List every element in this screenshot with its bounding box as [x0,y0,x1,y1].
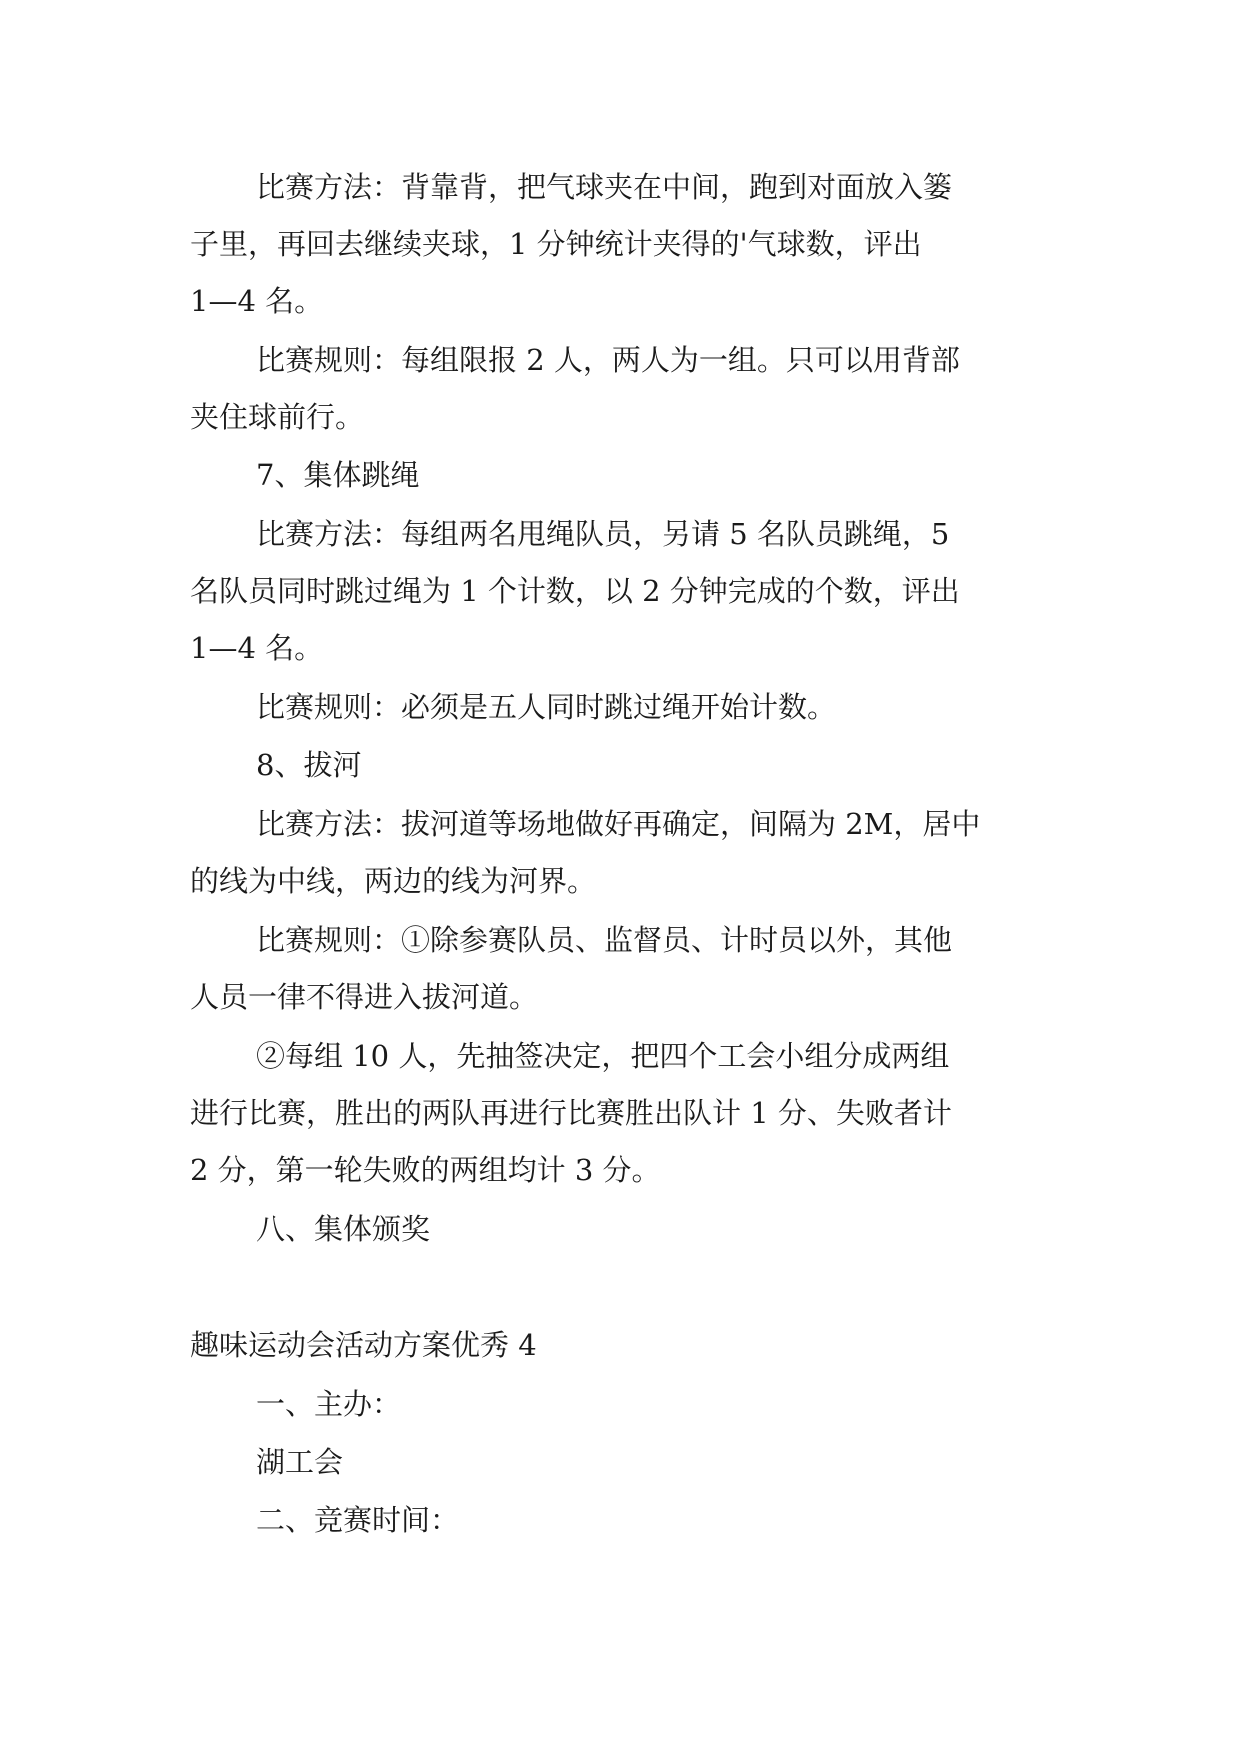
text-span: 二、竞赛时间： [256,1503,460,1537]
paragraph-line [190,861,596,901]
text-span: 8、拔河 [256,748,362,782]
text-span: 比赛方法：拔河道等场地做好再确定，间隔为 2M，居中 [256,807,981,841]
text-span: 2 分，第一轮失败的两组均计 3 分。 [190,1153,661,1187]
text-span: 子里，再回去继续夹球，1 分钟统计夹得的'气球数，评出 [190,227,922,261]
paragraph-line [256,687,836,727]
text-span: 名队员同时跳过绳为 1 个计数，以 2 分钟完成的个数，评出 [190,574,960,608]
paragraph-line [190,281,323,321]
section-heading [256,1209,430,1249]
paragraph-line [256,804,1051,844]
text-span: 夹住球前行。 [190,400,365,434]
paragraph-line [256,514,1051,554]
text-span: 比赛方法：背靠背，把气球夹在中间，跑到对面放入篓 [256,170,953,204]
section-heading [256,1500,459,1540]
section-heading [256,745,361,785]
text-span: 1—4 名。 [190,284,324,318]
text-span: 1—4 名。 [190,631,324,665]
text-span: 比赛方法：每组两名甩绳队员，另请 5 名队员跳绳，5 [256,517,950,551]
paragraph-line [256,1442,343,1482]
section-heading [256,455,419,495]
text-span: 人员一律不得进入拔河道。 [190,980,539,1014]
paragraph-line [256,340,1051,380]
paragraph-line [190,1093,1051,1133]
section-heading [256,1384,401,1424]
paragraph-line [256,1036,1051,1076]
paragraph-line [256,920,1051,960]
paragraph-line [190,397,364,437]
text-span: 7、集体跳绳 [256,458,420,492]
text-span: 趣味运动会活动方案优秀 4 [190,1328,537,1362]
paragraph-line [190,628,323,668]
document-title [190,1325,537,1365]
paragraph-line [190,224,1051,264]
paragraph-line [190,571,1051,611]
text-span: 一、主办： [256,1387,402,1421]
paragraph-line [190,977,538,1017]
text-span: ②每组 10 人，先抽签决定，把四个工会小组分成两组 [256,1039,950,1073]
text-span: 比赛规则：每组限报 2 人，两人为一组。只可以用背部 [256,343,960,377]
text-span: 的线为中线，两边的线为河界。 [190,864,597,898]
text-span: 湖工会 [256,1445,344,1479]
text-span: 进行比赛，胜出的两队再进行比赛胜出队计 1 分、失败者计 [190,1096,952,1130]
text-span: 八、集体颁奖 [256,1212,431,1246]
text-span: 比赛规则：必须是五人同时跳过绳开始计数。 [256,690,837,724]
paragraph-line [256,167,1051,207]
paragraph-line [190,1150,661,1190]
text-span: 比赛规则：①除参赛队员、监督员、计时员以外，其他 [256,923,953,957]
